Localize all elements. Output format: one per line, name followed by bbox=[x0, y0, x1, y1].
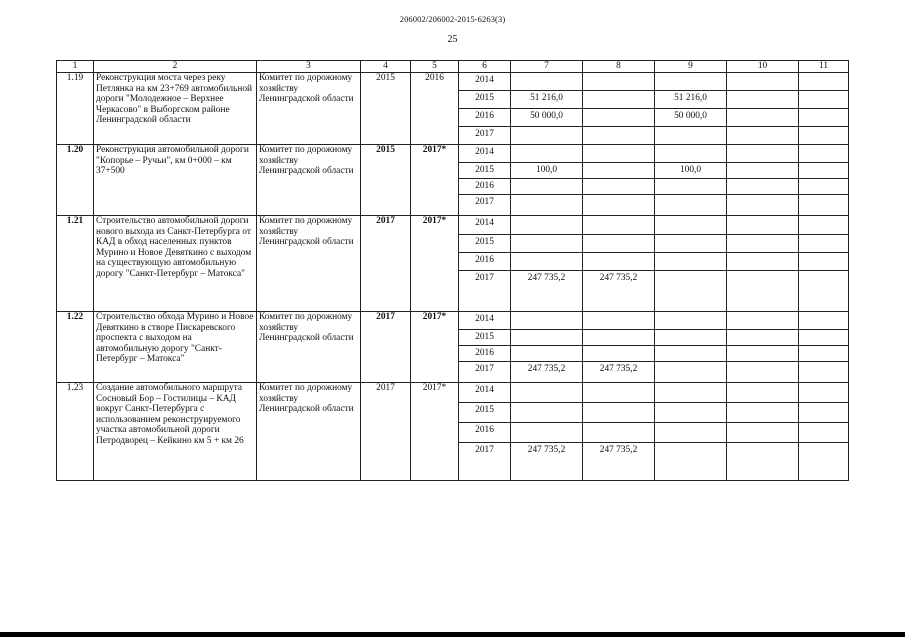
entry-executor: Комитет по дорожному хозяйству Ленинградской области bbox=[257, 312, 361, 383]
entry-number: 1.21 bbox=[57, 216, 94, 312]
value-cell-c11 bbox=[799, 346, 849, 362]
value-cell-c7 bbox=[511, 423, 583, 443]
value-cell-c9 bbox=[655, 443, 727, 481]
value-cell-c7: 247 735,2 bbox=[511, 362, 583, 383]
header-cell: 5 bbox=[411, 61, 459, 73]
year-cell: 2015 bbox=[459, 91, 511, 109]
table-row bbox=[57, 312, 849, 330]
entry-end-year: 2017* bbox=[411, 216, 459, 312]
value-cell-c9 bbox=[655, 423, 727, 443]
table-row bbox=[57, 216, 849, 235]
value-cell-c11 bbox=[799, 403, 849, 423]
value-cell-c10 bbox=[727, 383, 799, 403]
entry-end-year: 2017* bbox=[411, 145, 459, 216]
header-cell: 9 bbox=[655, 61, 727, 73]
value-cell-c8 bbox=[583, 179, 655, 195]
header-cell: 7 bbox=[511, 61, 583, 73]
value-cell-c7: 247 735,2 bbox=[511, 271, 583, 312]
value-cell-c10 bbox=[727, 145, 799, 163]
value-cell-c9 bbox=[655, 312, 727, 330]
value-cell-c10 bbox=[727, 73, 799, 91]
value-cell-c10 bbox=[727, 195, 799, 216]
value-cell-c8 bbox=[583, 253, 655, 271]
value-cell-c7 bbox=[511, 235, 583, 253]
header-cell: 8 bbox=[583, 61, 655, 73]
value-cell-c10 bbox=[727, 179, 799, 195]
value-cell-c9 bbox=[655, 403, 727, 423]
value-cell-c9 bbox=[655, 253, 727, 271]
year-cell: 2014 bbox=[459, 216, 511, 235]
value-cell-c10 bbox=[727, 443, 799, 481]
value-cell-c7: 50 000,0 bbox=[511, 109, 583, 127]
value-cell-c8 bbox=[583, 346, 655, 362]
value-cell-c9 bbox=[655, 127, 727, 145]
year-cell: 2015 bbox=[459, 163, 511, 179]
value-cell-c8 bbox=[583, 403, 655, 423]
value-cell-c7 bbox=[511, 312, 583, 330]
value-cell-c8 bbox=[583, 383, 655, 403]
value-cell-c9 bbox=[655, 383, 727, 403]
entry-number: 1.22 bbox=[57, 312, 94, 383]
entry-end-year: 2017* bbox=[411, 383, 459, 481]
header-row bbox=[57, 61, 849, 73]
entry-name: Создание автомобильного маршрута Сосновый Бор – Гостилицы – КАД вокруг Санкт-Петербурга с использованием реконструируемого участка автомобильной дороги Петродворец – Кейкино км 5 + км 26 bbox=[94, 383, 257, 481]
year-cell: 2014 bbox=[459, 312, 511, 330]
header-cell: 1 bbox=[57, 61, 94, 73]
header-cell: 3 bbox=[257, 61, 361, 73]
value-cell-c7 bbox=[511, 403, 583, 423]
value-cell-c8 bbox=[583, 73, 655, 91]
value-cell-c8 bbox=[583, 312, 655, 330]
value-cell-c10 bbox=[727, 127, 799, 145]
value-cell-c9 bbox=[655, 235, 727, 253]
value-cell-c7 bbox=[511, 179, 583, 195]
value-cell-c8: 247 735,2 bbox=[583, 271, 655, 312]
entry-name: Строительство обхода Мурино и Новое Девяткино в створе Пискаревского проспекта с выходом на автомобильную дорогу "Санкт-Петербург – Матокса" bbox=[94, 312, 257, 383]
value-cell-c10 bbox=[727, 271, 799, 312]
value-cell-c11 bbox=[799, 253, 849, 271]
year-cell: 2016 bbox=[459, 346, 511, 362]
value-cell-c7: 247 735,2 bbox=[511, 443, 583, 481]
table-row bbox=[57, 73, 849, 91]
value-cell-c7 bbox=[511, 383, 583, 403]
value-cell-c11 bbox=[799, 362, 849, 383]
value-cell-c9 bbox=[655, 195, 727, 216]
value-cell-c7: 51 216,0 bbox=[511, 91, 583, 109]
year-cell: 2016 bbox=[459, 423, 511, 443]
year-cell: 2014 bbox=[459, 145, 511, 163]
value-cell-c8 bbox=[583, 163, 655, 179]
year-cell: 2017 bbox=[459, 195, 511, 216]
value-cell-c8 bbox=[583, 216, 655, 235]
value-cell-c8 bbox=[583, 145, 655, 163]
year-cell: 2016 bbox=[459, 109, 511, 127]
value-cell-c10 bbox=[727, 403, 799, 423]
table-row bbox=[57, 383, 849, 403]
value-cell-c7 bbox=[511, 253, 583, 271]
entry-end-year: 2017* bbox=[411, 312, 459, 383]
entry-start-year: 2015 bbox=[361, 145, 411, 216]
header-cell: 11 bbox=[799, 61, 849, 73]
value-cell-c11 bbox=[799, 195, 849, 216]
value-cell-c8: 247 735,2 bbox=[583, 443, 655, 481]
value-cell-c8 bbox=[583, 235, 655, 253]
value-cell-c11 bbox=[799, 443, 849, 481]
page-number: 25 bbox=[447, 34, 458, 45]
scan-edge-rule bbox=[0, 632, 905, 637]
value-cell-c10 bbox=[727, 216, 799, 235]
header-cell: 4 bbox=[361, 61, 411, 73]
header-cell: 10 bbox=[727, 61, 799, 73]
value-cell-c7 bbox=[511, 216, 583, 235]
value-cell-c9 bbox=[655, 346, 727, 362]
year-cell: 2015 bbox=[459, 330, 511, 346]
year-cell: 2017 bbox=[459, 362, 511, 383]
value-cell-c11 bbox=[799, 423, 849, 443]
table-row bbox=[57, 145, 849, 163]
value-cell-c9: 100,0 bbox=[655, 163, 727, 179]
entry-executor: Комитет по дорожному хозяйству Ленинградской области bbox=[257, 145, 361, 216]
entry-executor: Комитет по дорожному хозяйству Ленинградской области bbox=[257, 216, 361, 312]
document-id: 206002/206002-2015-6263(3) bbox=[399, 14, 506, 24]
value-cell-c10 bbox=[727, 362, 799, 383]
value-cell-c11 bbox=[799, 145, 849, 163]
value-cell-c9 bbox=[655, 179, 727, 195]
entry-start-year: 2017 bbox=[361, 383, 411, 481]
value-cell-c10 bbox=[727, 163, 799, 179]
value-cell-c11 bbox=[799, 109, 849, 127]
value-cell-c9 bbox=[655, 145, 727, 163]
value-cell-c9 bbox=[655, 216, 727, 235]
year-cell: 2017 bbox=[459, 443, 511, 481]
value-cell-c9: 51 216,0 bbox=[655, 91, 727, 109]
value-cell-c7 bbox=[511, 127, 583, 145]
value-cell-c7: 100,0 bbox=[511, 163, 583, 179]
value-cell-c11 bbox=[799, 383, 849, 403]
entry-name: Реконструкция моста через реку Петлянка на км 23+769 автомобильной дороги "Молодежное – Верхнее Черкасово" в Выборгском районе Ленинградской области bbox=[94, 73, 257, 145]
value-cell-c11 bbox=[799, 235, 849, 253]
value-cell-c10 bbox=[727, 312, 799, 330]
value-cell-c7 bbox=[511, 346, 583, 362]
value-cell-c8 bbox=[583, 127, 655, 145]
entry-executor: Комитет по дорожному хозяйству Ленинградской области bbox=[257, 383, 361, 481]
header-cell: 2 bbox=[94, 61, 257, 73]
year-cell: 2014 bbox=[459, 383, 511, 403]
entry-executor: Комитет по дорожному хозяйству Ленинградской области bbox=[257, 73, 361, 145]
entry-end-year: 2016 bbox=[411, 73, 459, 145]
value-cell-c8 bbox=[583, 330, 655, 346]
year-cell: 2016 bbox=[459, 179, 511, 195]
value-cell-c9 bbox=[655, 271, 727, 312]
year-cell: 2015 bbox=[459, 235, 511, 253]
value-cell-c10 bbox=[727, 330, 799, 346]
entry-start-year: 2017 bbox=[361, 216, 411, 312]
program-table bbox=[56, 60, 849, 481]
value-cell-c9: 50 000,0 bbox=[655, 109, 727, 127]
year-cell: 2017 bbox=[459, 127, 511, 145]
value-cell-c8 bbox=[583, 91, 655, 109]
value-cell-c7 bbox=[511, 145, 583, 163]
value-cell-c11 bbox=[799, 271, 849, 312]
entry-name: Реконструкция автомобильной дороги "Копорье – Ручьи", км 0+000 – км 37+500 bbox=[94, 145, 257, 216]
value-cell-c11 bbox=[799, 216, 849, 235]
value-cell-c10 bbox=[727, 235, 799, 253]
year-cell: 2015 bbox=[459, 403, 511, 423]
value-cell-c7 bbox=[511, 330, 583, 346]
value-cell-c11 bbox=[799, 163, 849, 179]
value-cell-c7 bbox=[511, 73, 583, 91]
entry-name: Строительство автомобильной дороги нового выхода из Санкт-Петербурга от КАД в обход населенных пунктов Мурино и Новое Девяткино с выходом на существующую автомобильную дорогу "Санкт-Петербург – Матокса" bbox=[94, 216, 257, 312]
entry-number: 1.20 bbox=[57, 145, 94, 216]
value-cell-c10 bbox=[727, 91, 799, 109]
table-body bbox=[57, 61, 849, 481]
value-cell-c10 bbox=[727, 109, 799, 127]
value-cell-c7 bbox=[511, 195, 583, 216]
entry-start-year: 2015 bbox=[361, 73, 411, 145]
value-cell-c11 bbox=[799, 73, 849, 91]
value-cell-c11 bbox=[799, 312, 849, 330]
value-cell-c11 bbox=[799, 127, 849, 145]
year-cell: 2014 bbox=[459, 73, 511, 91]
header-cell: 6 bbox=[459, 61, 511, 73]
value-cell-c11 bbox=[799, 179, 849, 195]
year-cell: 2017 bbox=[459, 271, 511, 312]
entry-start-year: 2017 bbox=[361, 312, 411, 383]
value-cell-c8 bbox=[583, 423, 655, 443]
value-cell-c10 bbox=[727, 253, 799, 271]
value-cell-c9 bbox=[655, 330, 727, 346]
entry-number: 1.23 bbox=[57, 383, 94, 481]
entry-number: 1.19 bbox=[57, 73, 94, 145]
value-cell-c11 bbox=[799, 91, 849, 109]
value-cell-c11 bbox=[799, 330, 849, 346]
value-cell-c10 bbox=[727, 423, 799, 443]
value-cell-c9 bbox=[655, 73, 727, 91]
value-cell-c8 bbox=[583, 195, 655, 216]
value-cell-c8 bbox=[583, 109, 655, 127]
year-cell: 2016 bbox=[459, 253, 511, 271]
value-cell-c9 bbox=[655, 362, 727, 383]
value-cell-c8: 247 735,2 bbox=[583, 362, 655, 383]
value-cell-c10 bbox=[727, 346, 799, 362]
